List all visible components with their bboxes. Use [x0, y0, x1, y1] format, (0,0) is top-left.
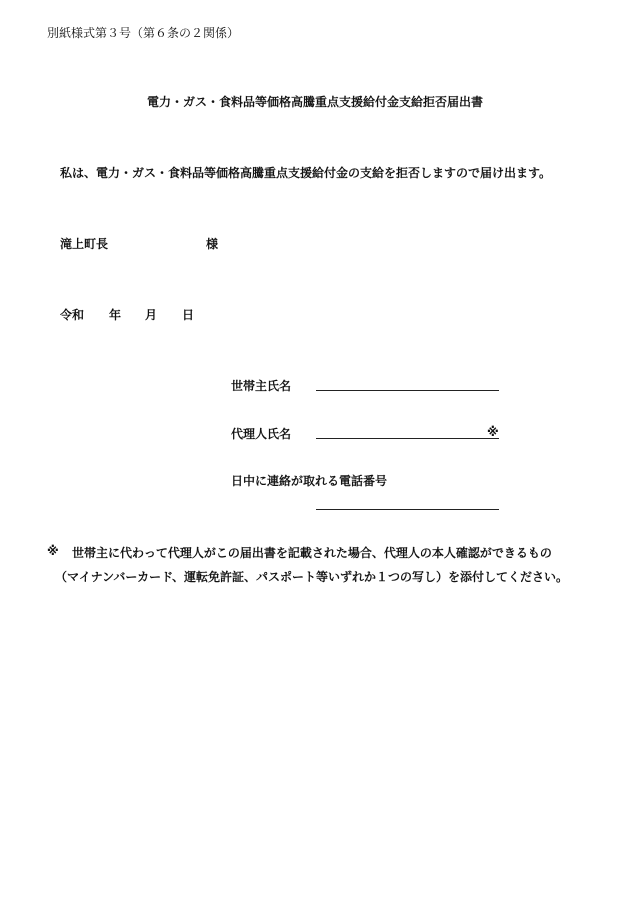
phone-label: 日中に連絡が取れる電話番号 — [231, 474, 388, 488]
addressee-honorific: 様 — [206, 237, 219, 251]
date-day-label: 日 — [182, 308, 195, 322]
date-year-label: 年 — [109, 308, 122, 322]
date-era: 令和 — [60, 308, 85, 322]
refusal-statement: 私は、電力・ガス・食料品等価格高騰重点支援給付金の支給を拒否しますので届け出ます。 — [60, 166, 552, 180]
household-head-signature-line[interactable] — [316, 390, 499, 391]
document-title: 電力・ガス・食料品等価格高騰重点支援給付金支給拒否届出書 — [146, 95, 483, 109]
footnote-line-1: 世帯主に代わって代理人がこの届出書を記載された場合、代理人の本人確認ができるもの — [72, 546, 552, 560]
phone-number-line[interactable] — [316, 509, 499, 510]
addressee-name: 滝上町長 — [60, 237, 109, 251]
footnote-line-2: （マイナンバーカード、運転免許証、パスポート等いずれか１つの写し）を添付してください。 — [55, 570, 569, 584]
proxy-signature-line[interactable] — [316, 438, 499, 439]
proxy-note-mark: ※ — [487, 425, 499, 439]
date-month-label: 月 — [145, 308, 158, 322]
footnote-mark: ※ — [47, 544, 59, 558]
household-head-label: 世帯主氏名 — [231, 379, 292, 393]
form-reference: 別紙様式第３号（第６条の２関係） — [47, 26, 240, 40]
proxy-label: 代理人氏名 — [231, 427, 292, 441]
